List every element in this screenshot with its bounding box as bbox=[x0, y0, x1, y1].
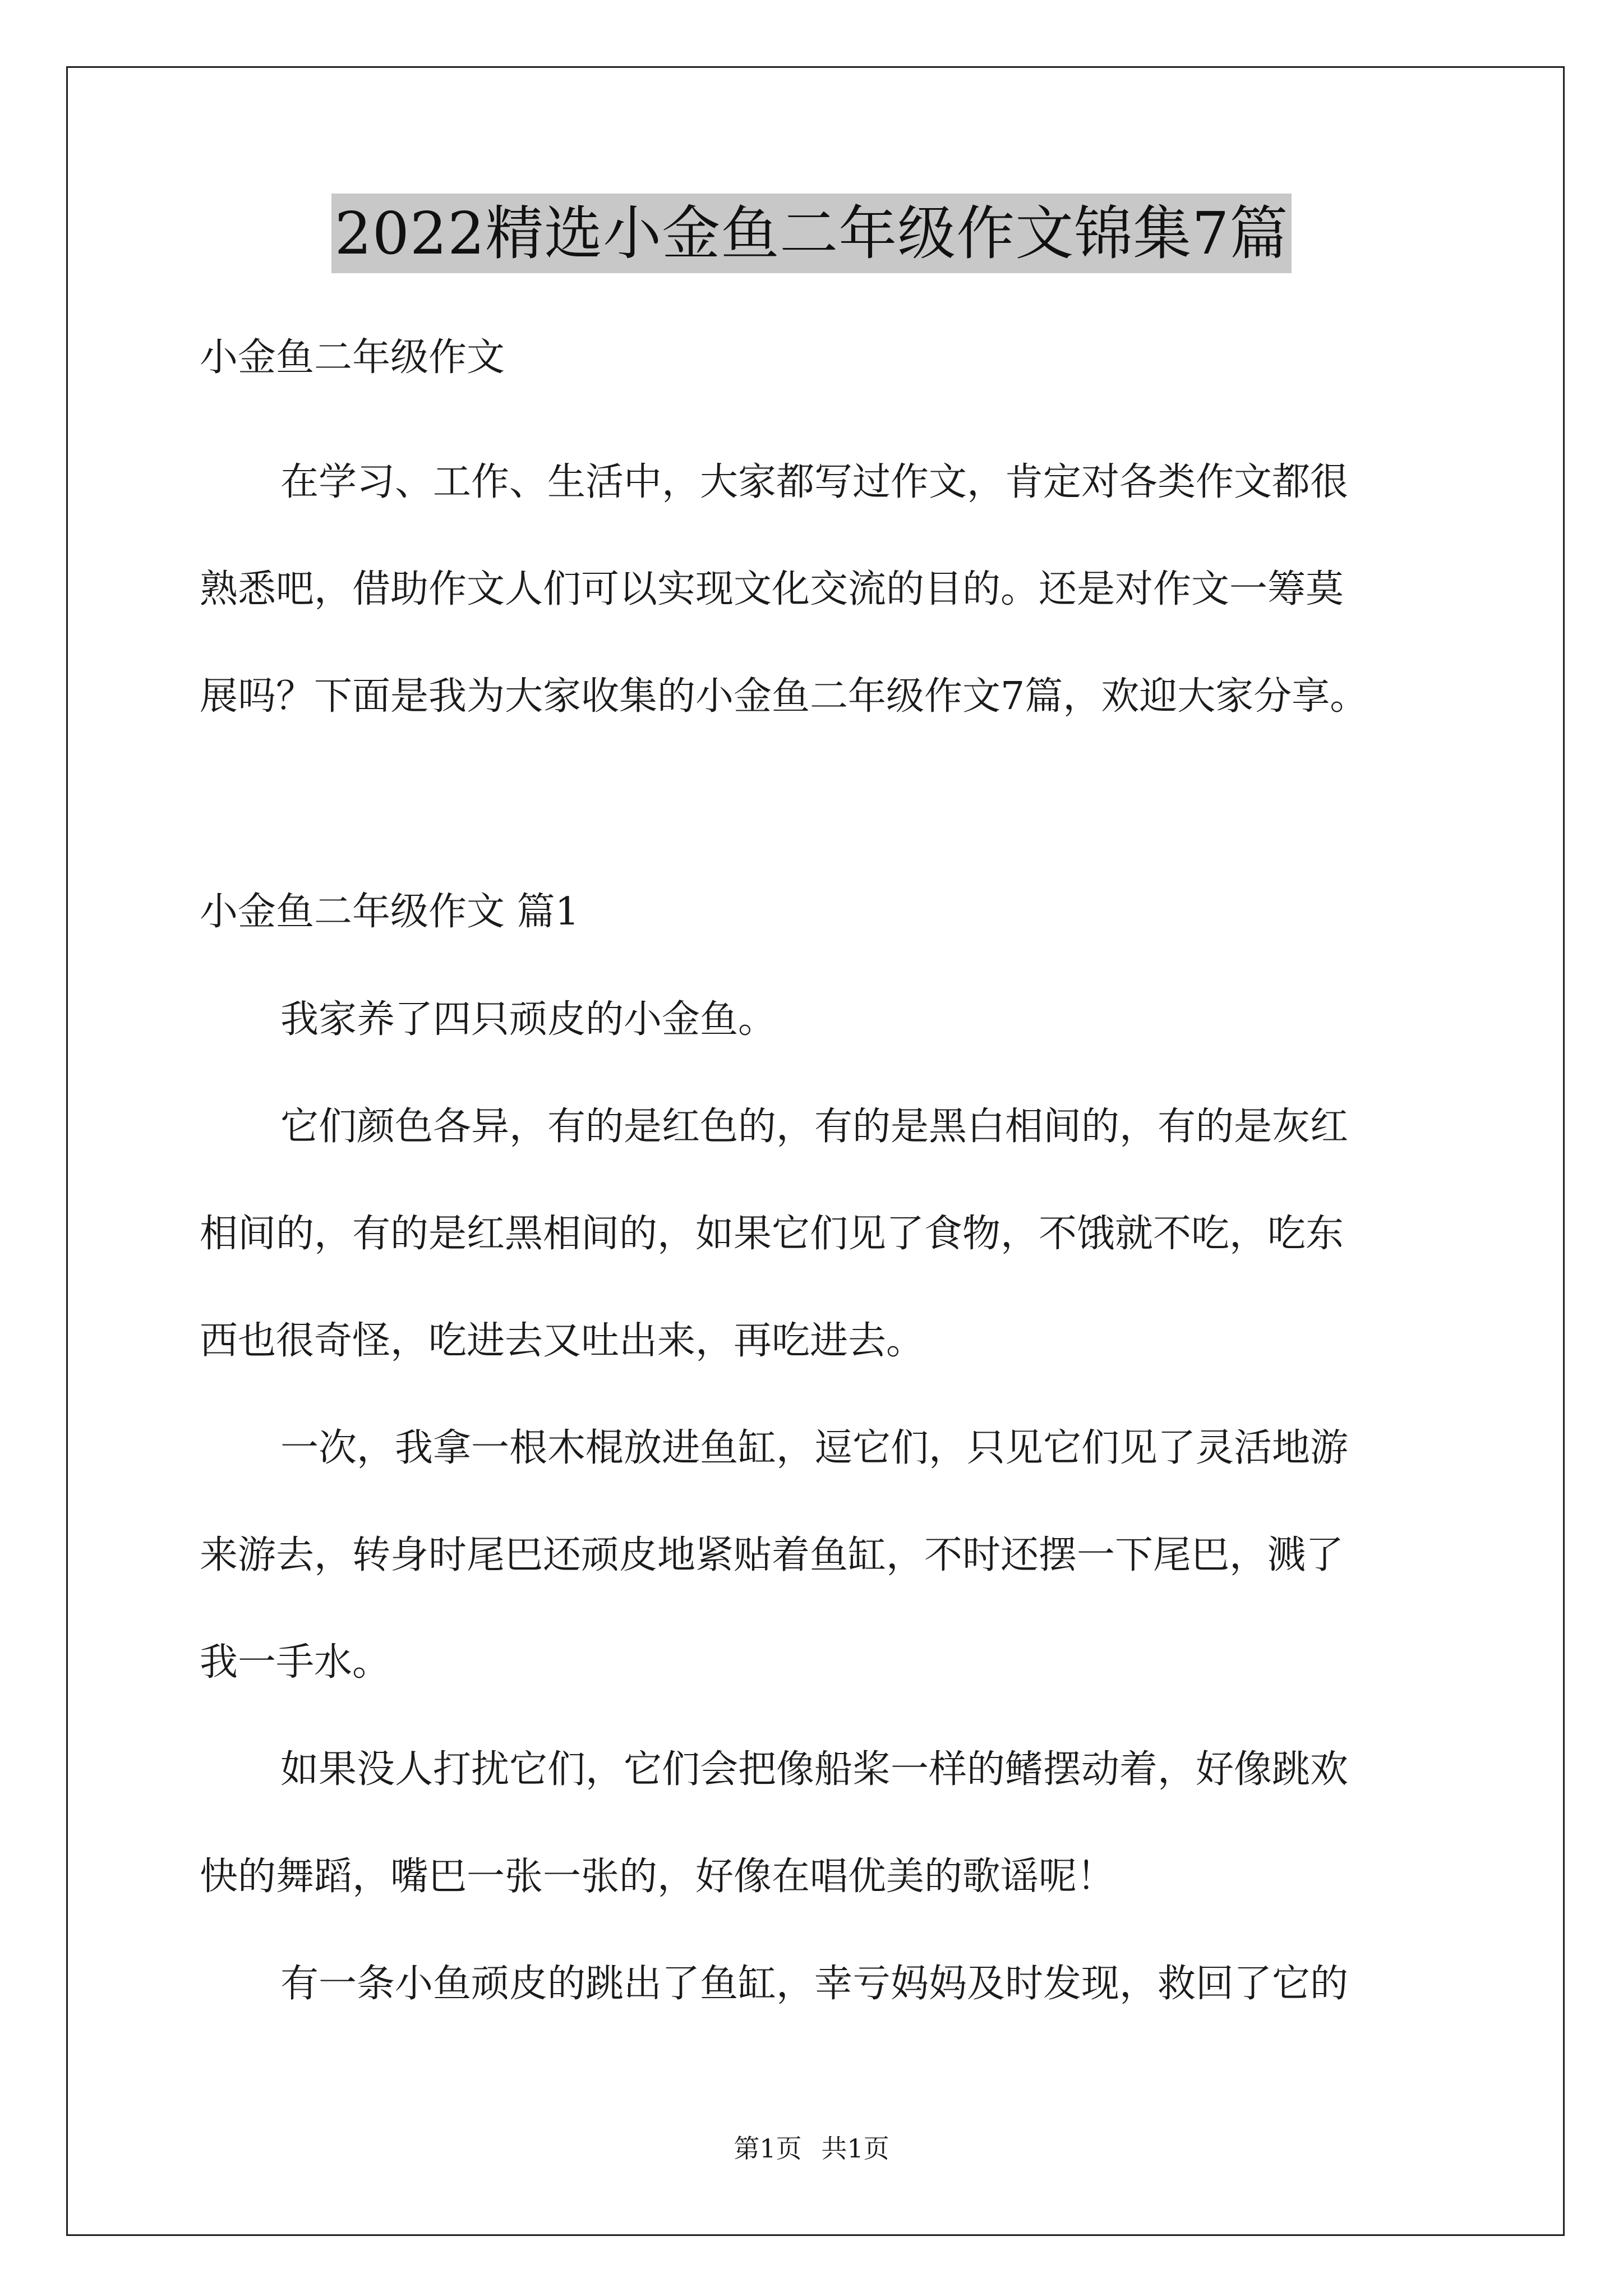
paragraph-line: 在学习、工作、生活中，大家都写过作文，肯定对各类作文都很 bbox=[280, 460, 1349, 504]
page-total: 共1页 bbox=[821, 2133, 889, 2164]
paragraph-line: 西也很奇怪，吃进去又吐出来，再吃进去。 bbox=[200, 1319, 925, 1363]
paragraph-line: 有一条小鱼顽皮的跳出了鱼缸，幸亏妈妈及时发现，救回了它的 bbox=[280, 1962, 1349, 2006]
document-title: 2022精选小金鱼二年级作文锦集7篇 bbox=[331, 194, 1292, 273]
paragraph-line: 如果没人打扰它们，它们会把像船桨一样的鳍摆动着，好像跳欢 bbox=[280, 1747, 1349, 1792]
section-heading-intro: 小金鱼二年级作文 bbox=[200, 335, 505, 380]
paragraph-line: 展吗？下面是我为大家收集的小金鱼二年级作文7篇，欢迎大家分享。 bbox=[200, 674, 1368, 719]
title-container bbox=[0, 194, 1623, 273]
page-number: 第1页 bbox=[734, 2133, 802, 2164]
paragraph-line: 它们颜色各异，有的是红色的，有的是黑白相间的，有的是灰红 bbox=[280, 1105, 1349, 1149]
paragraph-line: 快的舞蹈，嘴巴一张一张的，好像在唱优美的歌谣呢！ bbox=[200, 1855, 1115, 1899]
page-footer bbox=[0, 2132, 1623, 2165]
paragraph-line: 来游去，转身时尾巴还顽皮地紧贴着鱼缸，不时还摆一下尾巴，溅了 bbox=[200, 1533, 1344, 1577]
paragraph-line: 相间的，有的是红黑相间的，如果它们见了食物，不饿就不吃，吃东 bbox=[200, 1212, 1344, 1256]
section-heading-part1: 小金鱼二年级作文 篇1 bbox=[200, 890, 579, 934]
paragraph-line: 我一手水。 bbox=[200, 1640, 391, 1685]
paragraph-line: 我家养了四只顽皮的小金鱼。 bbox=[280, 997, 777, 1042]
paragraph-line: 熟悉吧，借助作文人们可以实现文化交流的目的。还是对作文一筹莫 bbox=[200, 567, 1344, 611]
paragraph-line: 一次，我拿一根木棍放进鱼缸，逗它们，只见它们见了灵活地游 bbox=[280, 1426, 1349, 1470]
